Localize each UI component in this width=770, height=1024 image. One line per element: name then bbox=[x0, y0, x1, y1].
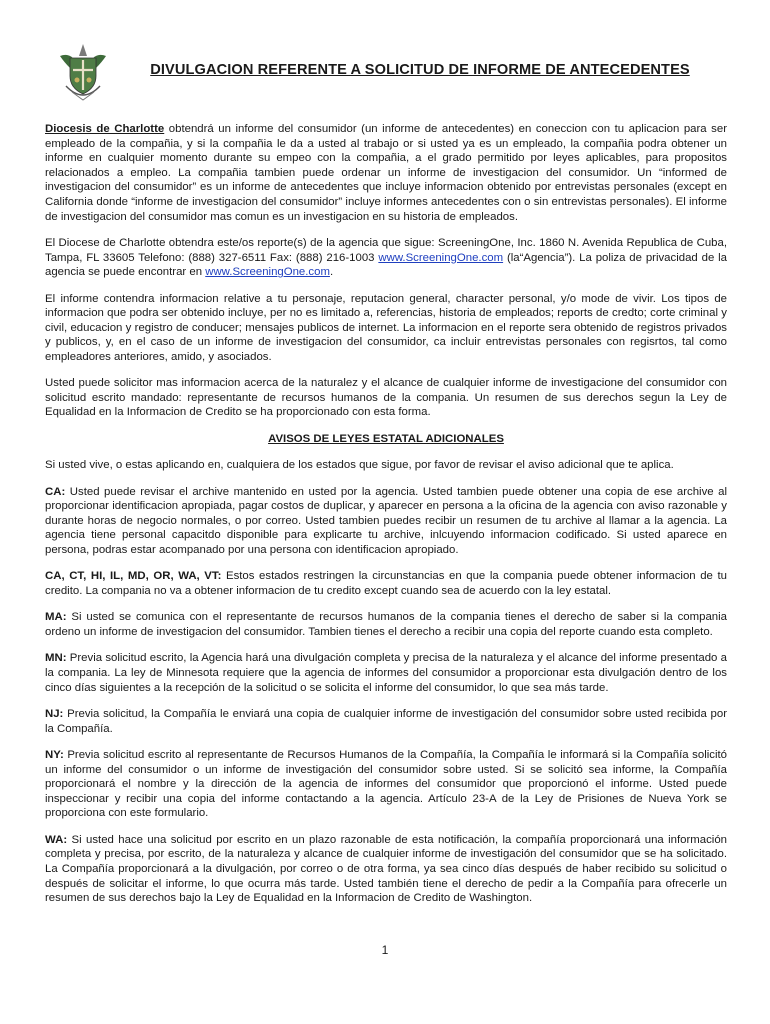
state-notice-label: MA: bbox=[45, 611, 67, 624]
state-notice-text: Previa solicitud escrito, la Agencia hará una divulgación completa y precisa de la naturaleza y el alcance del informe presentado a la compania. La ley de Minnesota requiere que la agencia de informes del consumidor a proporcionar esta divulgación dentro de los cinco días siguientes a la recepción de la solicitud o se solicita el informe del consumidor, lo que sea más tarde. bbox=[45, 652, 727, 694]
document-title: DIVULGACION REFERENTE A SOLICITUD DE INFORME DE ANTECEDENTES bbox=[150, 62, 690, 78]
employer-name: Diocesis de Charlotte bbox=[45, 123, 165, 135]
state-notice bbox=[45, 651, 727, 695]
document-body bbox=[45, 122, 727, 917]
agency-paragraph bbox=[45, 236, 727, 280]
state-notice-text: Estos estados restringen la circunstancias en que la compania puede obtener informacion de tu credito. La compania no va a obtener informacion de tu credito except cuando sea de acuerdo con la ley estatal. bbox=[45, 570, 727, 598]
state-notice-text: Previa solicitud escrito al representante de Recursos Humanos de la Compañía, la Compañía le informará si la Compañía solicitó un informe del consumidor o un informe de investigación del consumidor sobre usted. Si se solicitó sea informe, la Compañía proporcionará el nombre y la dirección de la agencia de informes del consumidor que proporcionó el informe. Usted puede inspeccionar y recibir una copia del informe contactando a la agencia. Artículo 23-A de la Ley de Prisiones de Nueva York se proporciona con este formulario. bbox=[45, 748, 727, 820]
state-notice-label: CA, CT, HI, IL, MD, OR, WA, VT: bbox=[45, 570, 222, 583]
state-notice bbox=[45, 610, 727, 639]
state-notice bbox=[45, 833, 727, 906]
state-notice bbox=[45, 707, 727, 736]
diocese-crest-icon bbox=[56, 42, 110, 102]
agency-text-c: . bbox=[329, 266, 334, 279]
privacy-policy-link[interactable]: www.ScreeningOne.com bbox=[205, 266, 330, 279]
state-notice-label: NJ: bbox=[45, 707, 64, 720]
state-notice bbox=[45, 748, 727, 821]
state-notice bbox=[45, 569, 727, 598]
state-notice-text: Si usted se comunica con el representante de recursos humanos de la compania tienes el derecho de saber si la compania ordeno un informe de investigacion del consumidor. Tambien tienes el derecho a recibir una copia del reporte cuando esta completo. bbox=[45, 611, 727, 638]
state-notice bbox=[45, 485, 727, 558]
state-notice-text: Si usted hace una solicitud por escrito en un plazo razonable de esta notificación, la compañía proporcionará una información completa y precisa, por escrito, de la naturaleza y alcance de cualquier informe de investigación del consumidor que se ha solicitado. La Compañía proporcionará a la divulgación, por correo o de otra forma, ya sea cinco días después de haber recibido su solicitud o después de solicitar el informe, lo que ocurra más tarde. Usted también tiene el derecho de pedir a la Compañía para ofrecerle un resumen de sus derechos bajo la Ley de Equalidad en la Informacion de Credito de Washington. bbox=[45, 833, 727, 905]
intro-text: obtendrá un informe del consumidor (un informe de antecedentes) en coneccion con tu aplicacion para ser empleado de la compañia, y si la compañia le da a usted al trabajo or si usted ya es un empleado, la compañia podra obtener un informe en cualquier momento durante su empeo con la compañia, a el grado permitido por leyes aplicables, para propositos relacionados a empleo. La compañia tambien puede ordenar un informe de investigacion del consumidor. Un “informed de investigacion del consumidor” es un informe de antecedentes que incluye informacion obtenido por entrevistas personales (except en California donde “informe de investigacion del consumidor” incluye informes antecedentes con o sin entrevistas personales). El informe de investigacion del consumidor mas comun es un investigacion en su historia de empleados. bbox=[45, 123, 727, 223]
page-number: 1 bbox=[381, 943, 389, 957]
state-notice-text: Previa solicitud, la Compañía le enviará una copia de cualquier informe de investigación del consumidor sobre usted recibida por la Compañía. bbox=[45, 707, 727, 735]
intro-paragraph bbox=[45, 122, 727, 224]
state-notices-heading: AVISOS DE LEYES ESTATAL ADICIONALES bbox=[268, 432, 504, 445]
report-contents-paragraph: El informe contendra informacion relative a tu personaje, reputacion general, character personal, y/o mode de vivir. Los tipos de informacion que podra ser obtenido incluye, per no es limitado a, referencias, historia de empleados; reports de credto; corte criminal y civil, educacion y registro de conducer; mensajes publicos de internet. La informacion en el reporte sera obtenido de registros privados y publicos, y, en el caso de un informe de investigacion del consumidor, ca incluir entrevistas personales con regisrtos, tal como empleadores anteriores, amido, y asociados. bbox=[45, 292, 727, 363]
state-notice-label: CA: bbox=[45, 485, 66, 498]
state-notices-list bbox=[45, 485, 727, 906]
state-notices-intro: Si usted vive, o estas aplicando en, cualquiera de los estados que sigue, por favor de revisar el aviso adicional que te aplica. bbox=[45, 459, 674, 472]
agency-text-a: El Diocese de Charlotte obtendra este/os reporte(s) de la agencia que sigue: ScreeningOne, Inc. 1860 N. Avenida Republica de Cuba, Tampa, FL 33605 Telefono: (888) 327-6511 Fax: (888) 216-1003 bbox=[45, 236, 727, 264]
state-notice-text: Usted puede revisar el archive mantenido en usted por la agencia. Usted tambien puede obtener una copia de ese archive al proporcionar identificacion apropiada, pagar costos de duplicar, y aparecer en persona a la oficina de la agencia con aviso razonable y durante horas de negocio normales, o por correo. Usted tambien puedes recibir un resumen de tu archive al llamar a la agencia. La agencia tiene personal capacitdo disponible para explicarte tu archive, inlcuyendo informacion codificado. Si usted aparece en persona, podras estar acompanado por una persona con identificacion apropiado. bbox=[45, 485, 727, 557]
agency-website-link[interactable]: www.ScreeningOne.com bbox=[378, 251, 504, 264]
request-info-paragraph: Usted puede solicitor mas informacion acerca de la naturalez y el alcance de cualquier informe de investigacione del consumidor con solicitud escrito mandado: representante de recursos humanos de la compania. Un resumen de sus derechos segun la Ley de Equalidad en la Informacion de Credito se ha proporcionado con esta forma. bbox=[45, 377, 727, 419]
state-notice-label: WA: bbox=[45, 833, 68, 846]
agency-text-b: (la“Agencia”). La poliza de privacidad de la agencia se puede encontrar en bbox=[45, 251, 727, 279]
state-notice-label: NY: bbox=[45, 748, 64, 761]
state-notice-label: MN: bbox=[45, 652, 67, 665]
